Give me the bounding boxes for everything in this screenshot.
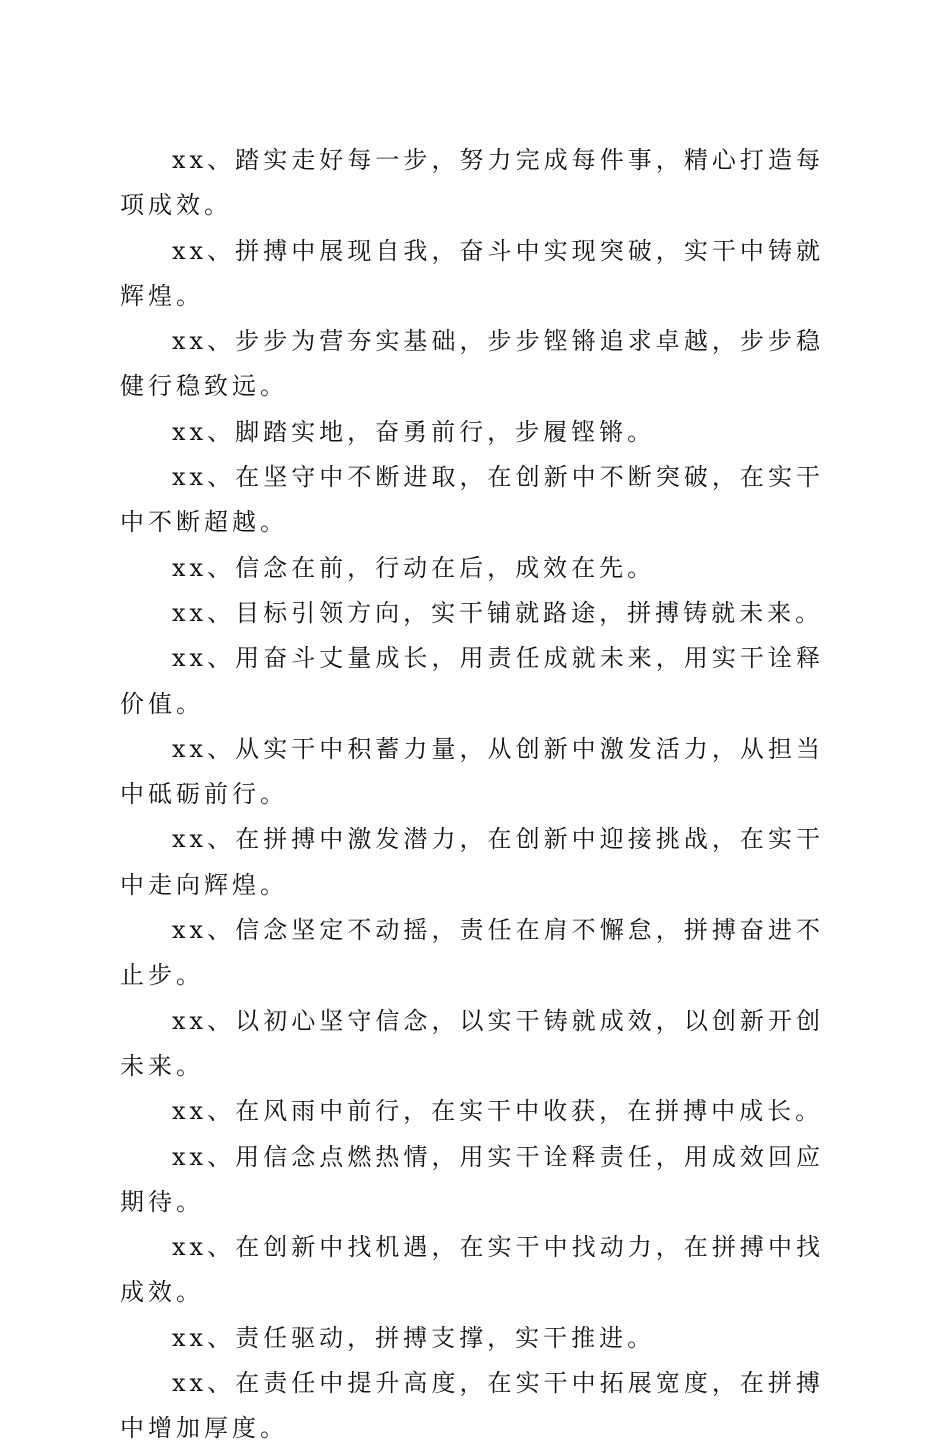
- paragraph: xx、步步为营夯实基础，步步铿锵追求卓越，步步稳健行稳致远。: [120, 327, 824, 401]
- paragraph: xx、责任驱动，拼搏支撑，实干推进。: [172, 1323, 656, 1352]
- paragraph: xx、拼搏中展现自我，奋斗中实现突破，实干中铸就辉煌。: [120, 236, 824, 310]
- paragraph: xx、在坚守中不断进取，在创新中不断突破，在实干中不断超越。: [120, 463, 824, 537]
- paragraph: xx、踏实走好每一步，努力完成每件事，精心打造每项成效。: [120, 146, 824, 220]
- paragraph: xx、在创新中找机遇，在实干中找动力，在拼搏中找成效。: [120, 1233, 824, 1307]
- paragraph: xx、以初心坚守信念，以实干铸就成效，以创新开创未来。: [120, 1006, 824, 1080]
- paragraph: xx、用信念点燃热情，用实干诠释责任，用成效回应期待。: [120, 1142, 824, 1216]
- paragraph: xx、在拼搏中激发潜力，在创新中迎接挑战，在实干中走向辉煌。: [120, 825, 824, 899]
- paragraph: xx、在风雨中前行，在实干中收获，在拼搏中成长。: [172, 1097, 824, 1126]
- paragraph: xx、用奋斗丈量成长，用责任成就未来，用实干诠释价值。: [120, 644, 824, 718]
- paragraph: xx、目标引领方向，实干铺就路途，拼搏铸就未来。: [172, 598, 824, 627]
- document-body: [120, 138, 824, 1452]
- paragraph: xx、信念坚定不动摇，责任在肩不懈怠，拼搏奋进不止步。: [120, 916, 824, 990]
- paragraph: xx、在责任中提升高度，在实干中拓展宽度，在拼搏中增加厚度。: [120, 1369, 824, 1443]
- paragraph: xx、信念在前，行动在后，成效在先。: [172, 553, 656, 582]
- paragraph: xx、从实干中积蓄力量，从创新中激发活力，从担当中砥砺前行。: [120, 734, 824, 809]
- paragraph: xx、脚踏实地，奋勇前行，步履铿锵。: [172, 417, 656, 446]
